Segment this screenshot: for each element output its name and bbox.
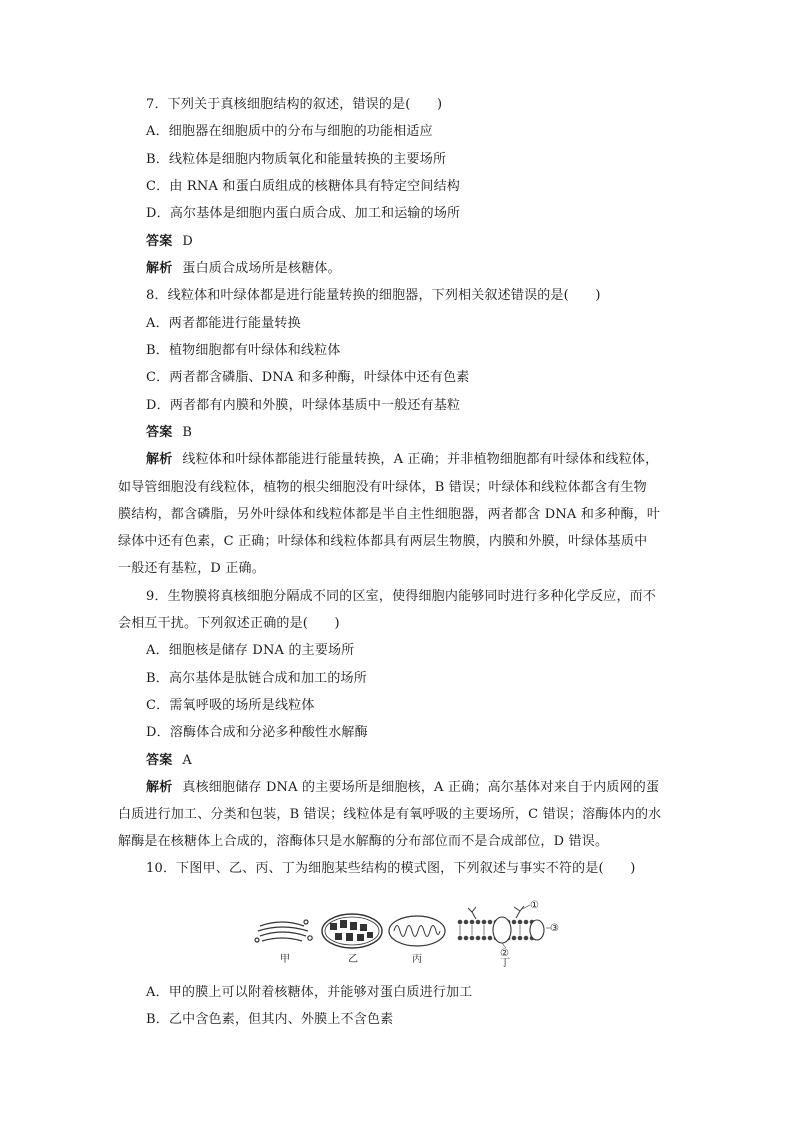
q8-analysis-line-5: 一般还有基粒，D 正确。 bbox=[118, 561, 265, 576]
q7-answer bbox=[146, 234, 193, 250]
q9-analysis-line-2: 白质进行加工、分类和包装，B 错误；线粒体是有氧呼吸的主要场所，C 错误；溶酶体内的水 bbox=[118, 807, 662, 822]
q9-answer bbox=[146, 753, 192, 769]
answer-label: 答案 bbox=[146, 234, 173, 249]
q7-option-a: A．细胞器在细胞质中的分布与细胞的功能相适应 bbox=[146, 124, 433, 139]
golgi-diagram bbox=[255, 920, 312, 942]
q10-option-a: A．甲的膜上可以附着核糖体，并能够对蛋白质进行加工 bbox=[146, 985, 473, 1000]
q8-analysis-line-1 bbox=[146, 452, 658, 468]
figure-mark-3: ③ bbox=[550, 923, 559, 934]
q8-option-c: C．两者都含磷脂、DNA 和多种酶，叶绿体中还有色素 bbox=[146, 370, 470, 385]
q8-option-d: D．两者都有内膜和外膜，叶绿体基质中一般还有基粒 bbox=[146, 398, 461, 413]
q7-analysis-text: 蛋白质合成场所是核糖体。 bbox=[182, 261, 341, 276]
q7-option-b: B．线粒体是细胞内物质氧化和能量转换的主要场所 bbox=[146, 152, 447, 167]
chloroplast-diagram bbox=[322, 914, 382, 948]
q7-analysis bbox=[146, 261, 341, 277]
figure-label-jia: 甲 bbox=[280, 954, 290, 965]
figure-label-ding: 丁 bbox=[500, 958, 510, 968]
answer-label: 答案 bbox=[146, 753, 173, 768]
answer-label: 答案 bbox=[146, 425, 173, 440]
figure-label-bing: 丙 bbox=[412, 954, 422, 965]
analysis-label: 解析 bbox=[146, 452, 173, 467]
q9-stem-line-2: 会相互干扰。下列叙述正确的是( ) bbox=[118, 616, 340, 631]
q8-analysis-line-4: 绿体中还有色素，C 正确；叶绿体和线粒体都具有两层生物膜，内膜和外膜，叶绿体基质中 bbox=[118, 534, 648, 549]
q9-analysis-line-1 bbox=[146, 780, 659, 796]
q9-analysis-text-1: 真核细胞储存 DNA 的主要场所是细胞核，A 正确；高尔基体对来自于内质网的蛋 bbox=[182, 780, 660, 795]
q9-option-b: B．高尔基体是肽链合成和加工的场所 bbox=[146, 671, 367, 686]
q8-analysis-line-3: 膜结构，都含磷脂，另外叶绿体和线粒体都是半自主性细胞器，两者都含 DNA 和多种酶，叶 bbox=[118, 507, 661, 522]
figure-mark-2: ② bbox=[500, 948, 509, 959]
figure-label-yi: 乙 bbox=[348, 954, 358, 965]
figure-mark-1: ① bbox=[530, 900, 539, 911]
q8-option-a: A．两者都能进行能量转换 bbox=[146, 316, 301, 331]
q10-option-b: B．乙中含色素，但其内、外膜上不含色素 bbox=[146, 1012, 394, 1027]
membrane-diagram bbox=[458, 905, 551, 948]
q8-option-b: B．植物细胞都有叶绿体和线粒体 bbox=[146, 343, 341, 358]
q9-option-c: C．需氧呼吸的场所是线粒体 bbox=[146, 698, 315, 713]
q10-stem: 10．下图甲、乙、丙、丁为细胞某些结构的模式图，下列叙述与事实不符的是( ) bbox=[146, 861, 636, 876]
q8-answer-value: B bbox=[182, 425, 193, 440]
analysis-label: 解析 bbox=[146, 780, 173, 795]
mitochondrion-diagram bbox=[389, 916, 445, 946]
q7-option-c: C．由 RNA 和蛋白质组成的核糖体具有特定空间结构 bbox=[146, 179, 460, 194]
q8-analysis-text-1: 线粒体和叶绿体都能进行能量转换，A 正确；并非植物细胞都有叶绿体和线粒体， bbox=[182, 452, 659, 467]
q9-stem-line-1: 9．生物膜将真核细胞分隔成不同的区室，使得细胞内能够同时进行多种化学反应，而不 bbox=[146, 589, 657, 604]
q9-option-d: D．溶酶体合成和分泌多种酸性水解酶 bbox=[146, 725, 368, 740]
q8-answer bbox=[146, 425, 192, 441]
q7-option-d: D．高尔基体是细胞内蛋白质合成、加工和运输的场所 bbox=[146, 206, 461, 221]
analysis-label: 解析 bbox=[146, 261, 173, 276]
q7-answer-value: D bbox=[182, 234, 194, 249]
q7-stem: 7．下列关于真核细胞结构的叙述，错误的是( ) bbox=[146, 97, 443, 112]
q8-analysis-line-2: 如导管细胞没有线粒体，植物的根尖细胞没有叶绿体，B 错误；叶绿体和线粒体都含有生物 bbox=[118, 480, 647, 495]
q9-answer-value: A bbox=[182, 753, 192, 768]
q8-stem: 8．线粒体和叶绿体都是进行能量转换的细胞器，下列相关叙述错误的是( ) bbox=[146, 288, 601, 303]
q9-analysis-line-3: 解酶是在核糖体上合成的，溶酶体只是水解酶的分布部位而不是合成部位，D 错误。 bbox=[118, 834, 609, 849]
organelle-figure bbox=[254, 898, 564, 968]
q9-option-a: A．细胞核是储存 DNA 的主要场所 bbox=[146, 643, 355, 658]
